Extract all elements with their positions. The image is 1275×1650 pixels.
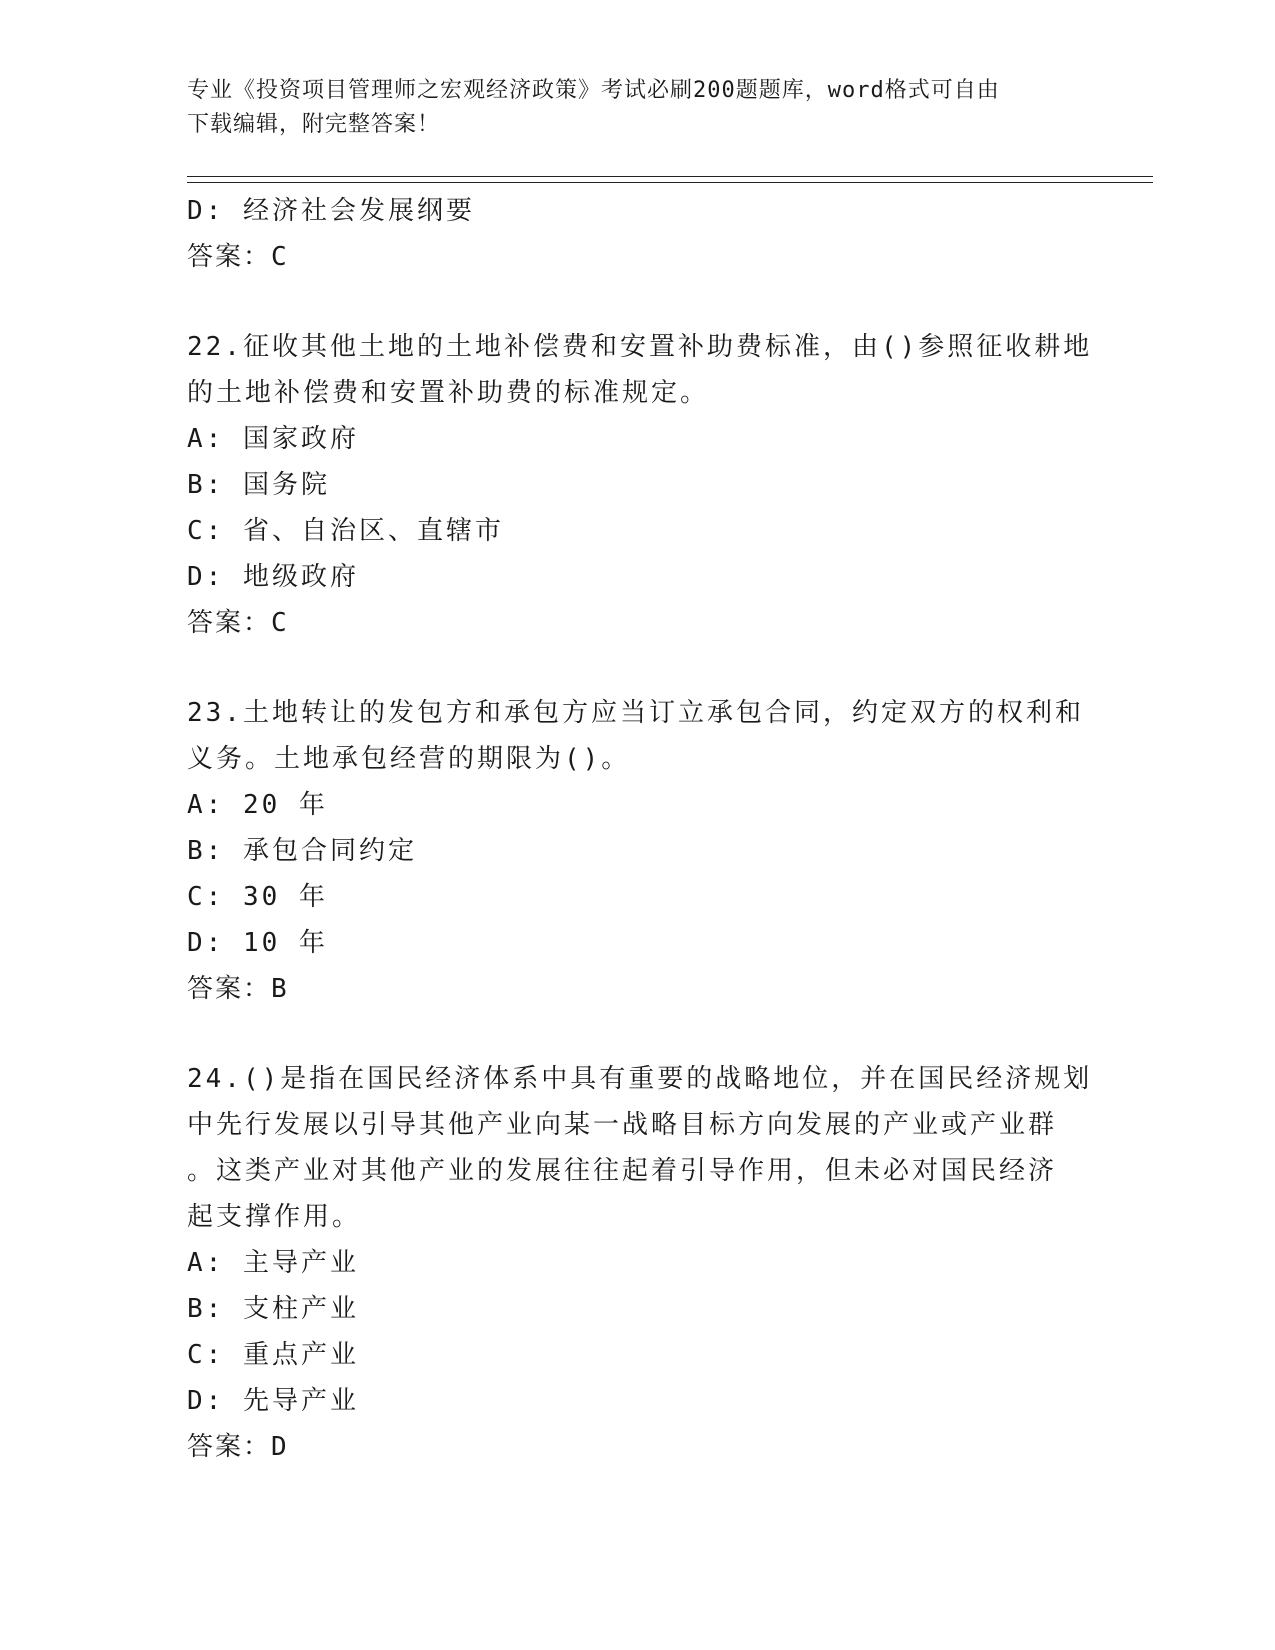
question-stem-line: 义务。土地承包经营的期限为()。 bbox=[187, 744, 631, 774]
answer bbox=[187, 600, 1087, 646]
option-b: B: 国务院 bbox=[187, 470, 330, 500]
prev-answer bbox=[187, 234, 1087, 280]
option-c: C: 省、自治区、直辖市 bbox=[187, 516, 504, 546]
question-stem-line: 22.征收其他土地的土地补偿费和安置补助费标准，由()参照征收耕地 bbox=[187, 332, 1093, 362]
header-line-2: 下载编辑，附完整答案！ bbox=[187, 112, 441, 137]
question-stem-line: 。这类产业对其他产业的发展往往起着引导作用，但未必对国民经济 bbox=[187, 1156, 1058, 1186]
answer-value: C bbox=[271, 608, 289, 638]
answer-value: C bbox=[271, 242, 289, 272]
answer bbox=[187, 1424, 1087, 1470]
option-a: A: 主导产业 bbox=[187, 1248, 359, 1278]
option-b: B: 支柱产业 bbox=[187, 1294, 359, 1324]
question-stem-line: 起支撑作用。 bbox=[187, 1202, 362, 1232]
question-24 bbox=[187, 1056, 1093, 1470]
answer-label: 答案： bbox=[187, 974, 272, 1004]
question-stem-line: 中先行发展以引导其他产业向某一战略目标方向发展的产业或产业群 bbox=[187, 1110, 1058, 1140]
option-c: C: 30 年 bbox=[187, 882, 328, 912]
document-header bbox=[187, 74, 1067, 142]
question-22 bbox=[187, 324, 1093, 646]
question-stem-line: 23.土地转让的发包方和承包方应当订立承包合同，约定双方的权利和 bbox=[187, 698, 1084, 728]
option-d: D: 10 年 bbox=[187, 928, 328, 958]
header-line-1: 专业《投资项目管理师之宏观经济政策》考试必刷200题题库，word格式可自由 bbox=[187, 78, 1000, 103]
answer-label: 答案： bbox=[187, 1432, 272, 1462]
question-list bbox=[187, 188, 1093, 1470]
answer-value: B bbox=[271, 974, 289, 1004]
prev-option-d: D: 经济社会发展纲要 bbox=[187, 196, 475, 226]
header-rule-top bbox=[187, 176, 1153, 177]
option-d: D: 地级政府 bbox=[187, 562, 359, 592]
question-stem-line: 24.()是指在国民经济体系中具有重要的战略地位，并在国民经济规划 bbox=[187, 1064, 1093, 1094]
option-a: A: 国家政府 bbox=[187, 424, 359, 454]
answer-label: 答案： bbox=[187, 242, 272, 272]
question-23 bbox=[187, 690, 1087, 1012]
header-rule-bottom bbox=[187, 182, 1153, 183]
option-a: A: 20 年 bbox=[187, 790, 328, 820]
option-d: D: 先导产业 bbox=[187, 1386, 359, 1416]
question-stem-line: 的土地补偿费和安置补助费的标准规定。 bbox=[187, 378, 710, 408]
answer bbox=[187, 966, 1087, 1012]
answer-value: D bbox=[271, 1432, 289, 1462]
option-b: B: 承包合同约定 bbox=[187, 836, 417, 866]
option-c: C: 重点产业 bbox=[187, 1340, 359, 1370]
answer-label: 答案： bbox=[187, 608, 272, 638]
